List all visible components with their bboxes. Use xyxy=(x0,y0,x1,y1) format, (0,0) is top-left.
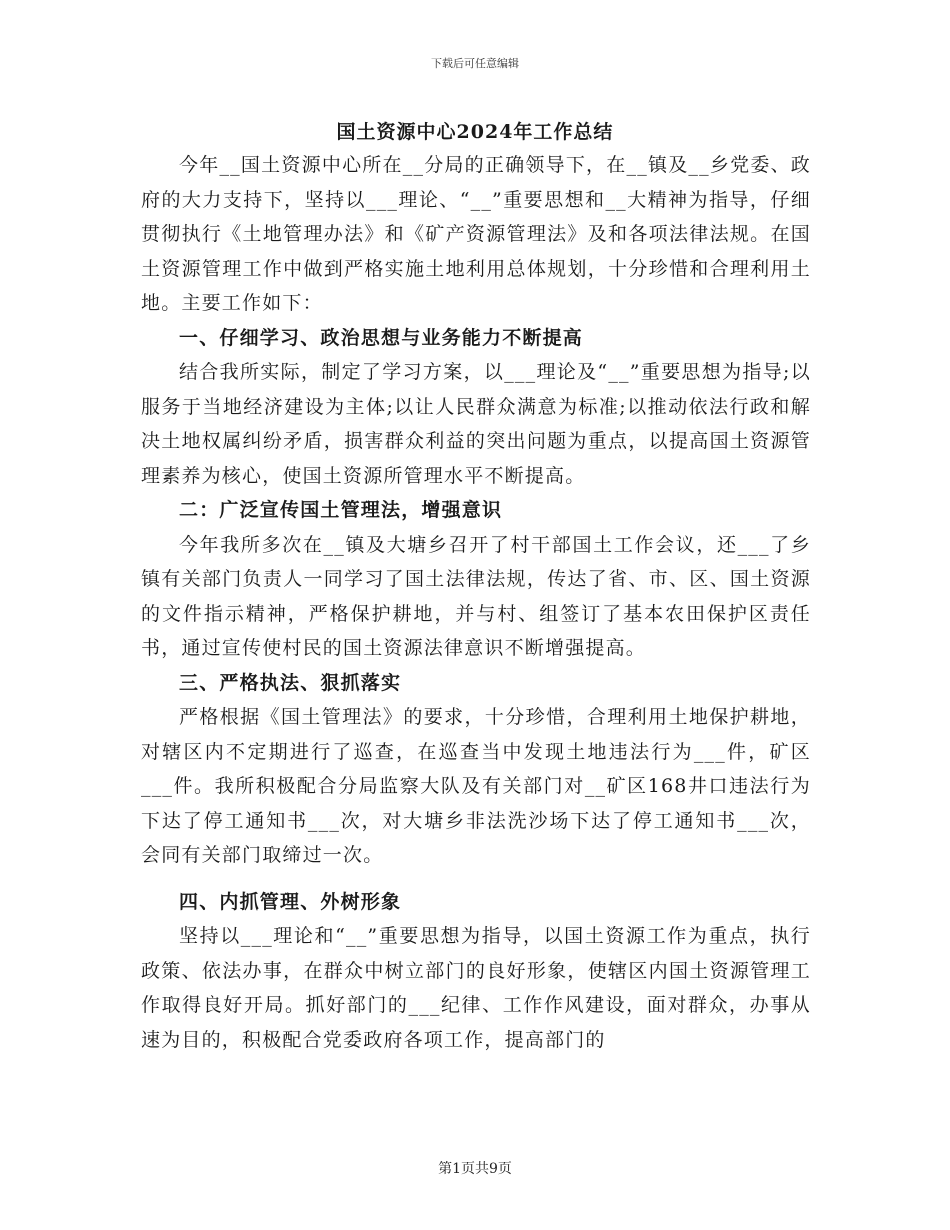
section-3-paragraph: 严格根据《国土管理法》的要求，十分珍惜，合理利用土地保护耕地，对辖区内不定期进行了巡查，在巡查当中发现土地违法行为___件，矿区___件。我所积极配合分局监察大队及有关部门对__矿区168井口违法行为下达了停工通知书___次，对大塘乡非法洗沙场下达了停工通知书___次，会同有关部门取缔过一次。 xyxy=(141,706,811,866)
section-1-paragraph: 结合我所实际，制定了学习方案，以___理论及“__”重要思想为指导;以服务于当地经济建设为主体;以让人民群众满意为标准;以推动依法行政和解决土地权属纠纷矛盾，损害群众利益的突出问题为重点，以提高国土资源管理素养为核心，使国土资源所管理水平不断提高。 xyxy=(141,361,811,487)
section-2-paragraph: 今年我所多次在__镇及大塘乡召开了村干部国土工作会议，还___了乡镇有关部门负责人一同学习了国土法律法规，传达了省、市、区、国土资源的文件指示精神，严格保护耕地，并与村、组签订了基本农田保护区责任书，通过宣传使村民的国土资源法律意识不断增强提高。 xyxy=(141,533,811,659)
section-2-heading: 二：广泛宣传国土管理法，增强意识 xyxy=(179,499,503,521)
intro-paragraph: 今年__国土资源中心所在__分局的正确领导下，在__镇及__乡党委、政府的大力支持下，坚持以___理论、“__”重要思想和__大精神为指导，仔细贯彻执行《土地管理办法》和《矿产资源管理法》及和各项法律法规。在国土资源管理工作中做到严格实施土地利用总体规划，十分珍惜和合理利用土地。主要工作如下： xyxy=(141,154,811,314)
document-body xyxy=(141,148,811,1057)
section-4-heading: 四、内抓管理、外树形象 xyxy=(179,890,402,913)
section-4-paragraph: 坚持以___理论和“__”重要思想为指导，以国土资源工作为重点，执行政策、依法办事，在群众中树立部门的良好形象，使辖区内国土资源管理工作取得良好开局。抓好部门的___纪律、工作作风建设，面对群众，办事从速为目的，积极配合党委政府各项工作，提高部门的 xyxy=(141,925,811,1051)
page-number: 第1页共9页 xyxy=(438,1161,512,1177)
document-title: 国土资源中心2024年工作总结 xyxy=(336,121,614,143)
section-3-heading: 三、严格执法、狠抓落实 xyxy=(179,671,402,694)
section-1-heading: 一、仔细学习、政治思想与业务能力不断提高 xyxy=(179,326,584,349)
header-note: 下载后可任意编辑 xyxy=(431,57,519,70)
